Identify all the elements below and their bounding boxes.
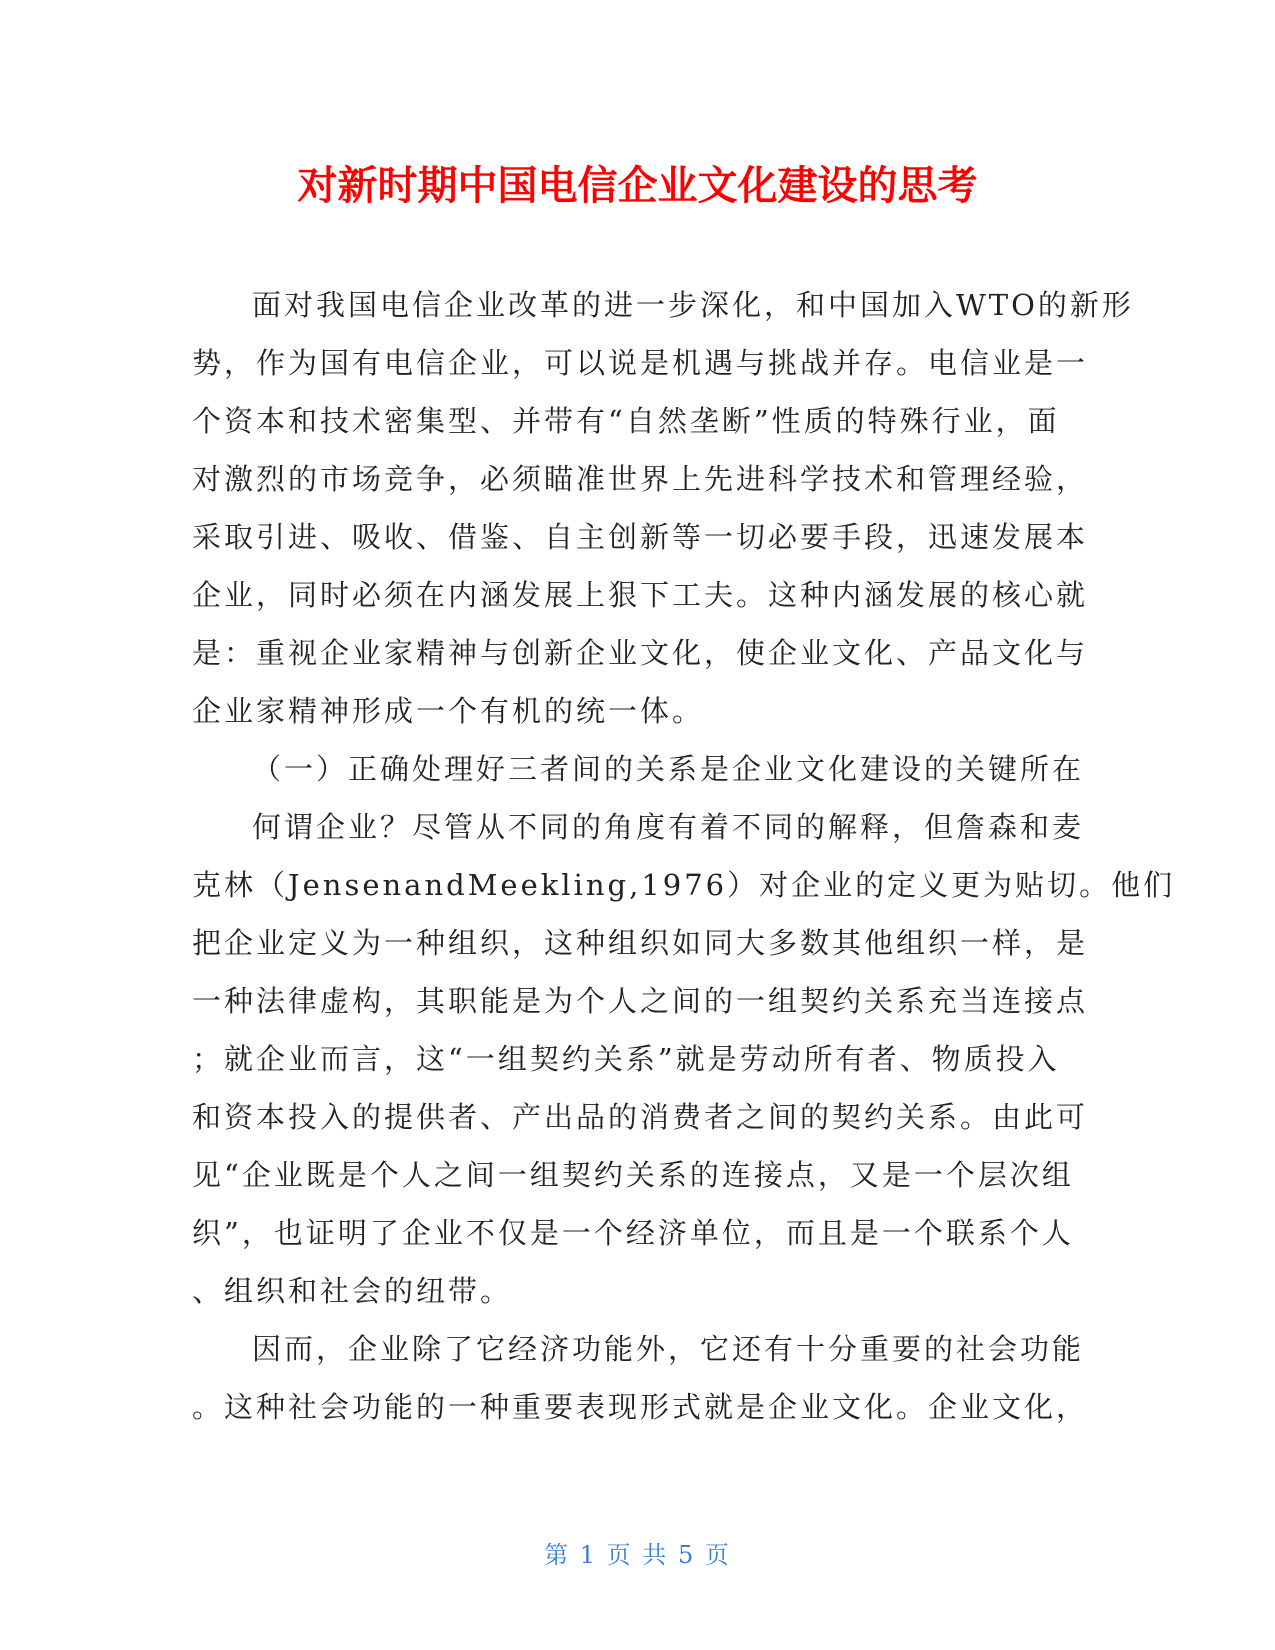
body-line: 是：重视企业家精神与创新企业文化，使企业文化、产品文化与 <box>192 636 1089 670</box>
body-line: 克林（JensenandMeekling,1976）对企业的定义更为贴切。他们 <box>192 868 1176 902</box>
body-line: 因而，企业除了它经济功能外，它还有十分重要的社会功能 <box>252 1332 1085 1366</box>
body-line: 。这种社会功能的一种重要表现形式就是企业文化。企业文化， <box>192 1390 1089 1424</box>
body-line: 、组织和社会的纽带。 <box>192 1274 513 1308</box>
body-line: 势，作为国有电信企业，可以说是机遇与挑战并存。电信业是一 <box>192 346 1089 380</box>
body-line: ；就企业而言，这“一组契约关系”就是劳动所有者、物质投入 <box>192 1042 1060 1076</box>
page-number-footer: 第 1 页 共 5 页 <box>544 1541 731 1569</box>
body-line: 对激烈的市场竞争，必须瞄准世界上先进科学技术和管理经验， <box>192 462 1089 496</box>
body-line: 何谓企业？尽管从不同的角度有着不同的解释，但詹森和麦 <box>252 810 1085 844</box>
body-line: 企业，同时必须在内涵发展上狠下工夫。这种内涵发展的核心就 <box>192 578 1089 612</box>
body-line: 一种法律虚构，其职能是为个人之间的一组契约关系充当连接点 <box>192 984 1089 1018</box>
body-line: 个资本和技术密集型、并带有“自然垄断”性质的特殊行业，面 <box>192 404 1060 438</box>
body-line: 企业家精神形成一个有机的统一体。 <box>192 694 705 728</box>
body-line: 面对我国电信企业改革的进一步深化，和中国加入WTO的新形 <box>252 288 1134 322</box>
body-line: 见“企业既是个人之间一组契约关系的连接点，又是一个层次组 <box>192 1158 1074 1192</box>
document-title: 对新时期中国电信企业文化建设的思考 <box>297 163 978 209</box>
body-line: 采取引进、吸收、借鉴、自主创新等一切必要手段，迅速发展本 <box>192 520 1089 554</box>
section-heading: （一）正确处理好三者间的关系是企业文化建设的关键所在 <box>252 752 1085 786</box>
body-line: 织”，也证明了企业不仅是一个经济单位，而且是一个联系个人 <box>192 1216 1074 1250</box>
body-line: 和资本投入的提供者、产出品的消费者之间的契约关系。由此可 <box>192 1100 1089 1134</box>
body-line: 把企业定义为一种组织，这种组织如同大多数其他组织一样，是 <box>192 926 1089 960</box>
